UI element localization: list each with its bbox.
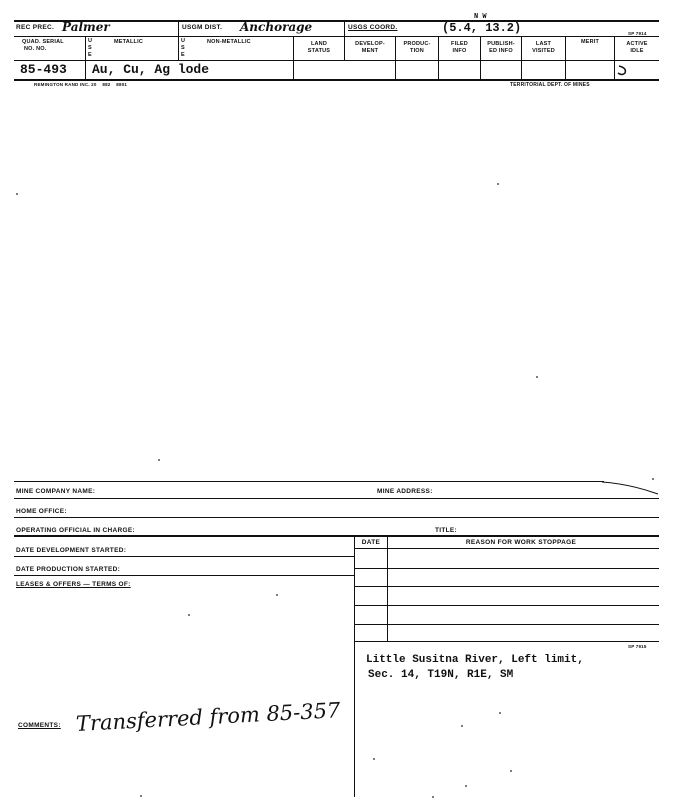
date-development-label: DATE DEVELOPMENT STARTED: (16, 547, 127, 554)
col-quad-serial: QUAD. SERIAL (22, 39, 64, 45)
record-metallic: Au, Cu, Ag lode (92, 62, 210, 77)
col-usgs-letters-left: U S E (88, 38, 93, 58)
col-merit: MERIT (580, 39, 600, 45)
col-usgs-letters-right: U S E (181, 38, 186, 58)
col-filed-info: FILED INFO (451, 41, 468, 54)
scan-speck (432, 796, 434, 798)
scan-speck (461, 725, 463, 727)
reason-column-label: REASON FOR WORK STOPPAGE (465, 539, 577, 546)
title-label: TITLE: (435, 527, 458, 534)
record-quad-serial: 85-493 (20, 62, 67, 77)
comments-handwriting: Transferred from 85-357 (75, 698, 341, 736)
footer-printer: REMINGTON RAND INC. 20 882 8801 (34, 82, 128, 87)
scan-speck (140, 795, 142, 797)
scan-speck (373, 758, 375, 760)
scan-speck (499, 712, 501, 714)
col-published-info: PUBLISH- ED INFO (487, 41, 515, 54)
col-non-metallic: NON-METALLIC (207, 39, 251, 45)
mine-company-label: MINE COMPANY NAME: (16, 488, 96, 495)
col-last-visited: LAST VISITED (532, 41, 555, 54)
col-metallic: METALLIC (114, 39, 143, 45)
scan-speck (510, 770, 512, 772)
comments-label: COMMENTS: (18, 722, 61, 729)
usgm-dist-value: Anchorage (240, 20, 313, 34)
scan-speck (158, 459, 160, 461)
active-idle-mark (616, 63, 630, 77)
scan-speck (276, 594, 278, 596)
coord-superscripts: N W (474, 13, 487, 21)
rec-prec-label: REC PREC. (16, 24, 55, 31)
usgs-coord-label: USGS COORD. (348, 24, 398, 31)
rec-prec-value: Palmer (62, 20, 110, 34)
corner-curl (600, 476, 660, 496)
operating-official-label: OPERATING OFFICIAL IN CHARGE: (16, 527, 135, 534)
usgs-coord-value: (5.4, 13.2) (442, 21, 522, 35)
form-number-bottom: SP 7915 (628, 644, 647, 649)
col-land-status: LAND STATUS (307, 41, 331, 54)
form-number-top: SP 7914 (628, 31, 647, 36)
location-line-1: Little Susitna River, Left limit, (366, 654, 584, 666)
home-office-label: HOME OFFICE: (16, 508, 67, 515)
scan-speck (465, 785, 467, 787)
usgm-dist-label: USGM DIST. (182, 24, 223, 31)
scan-speck (188, 614, 190, 616)
col-production: PRODUC- TION (403, 41, 431, 54)
col-no-no: NO. NO. (24, 46, 47, 52)
date-column-label: DATE (361, 539, 381, 546)
footer-dept: TERRITORIAL DEPT. OF MINES (510, 82, 590, 88)
col-development: DEVELOP- MENT (355, 41, 385, 54)
location-line-2: Sec. 14, T19N, R1E, SM (368, 669, 514, 681)
date-production-label: DATE PRODUCTION STARTED: (16, 566, 121, 573)
scan-speck (536, 376, 538, 378)
leases-offers-label: LEASES & OFFERS — TERMS OF: (16, 581, 131, 588)
mine-address-label: MINE ADDRESS: (377, 488, 433, 495)
col-active-idle: ACTIVE IDLE (626, 41, 648, 54)
scan-speck (16, 193, 18, 195)
scan-speck (497, 183, 499, 185)
